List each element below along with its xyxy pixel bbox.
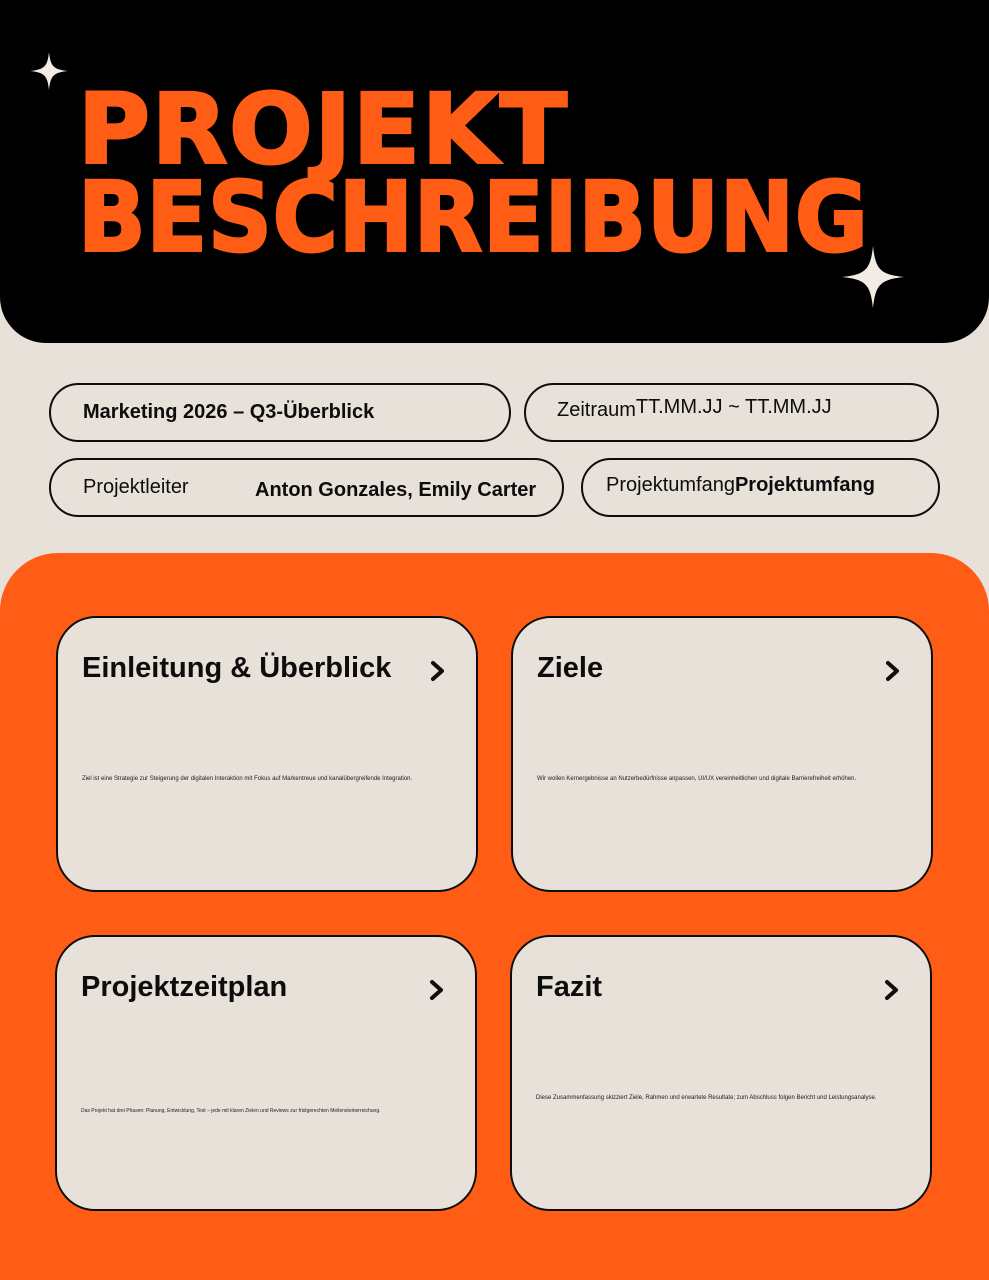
card-text: Wir wollen Kernergebnisse an Nutzerbedürfnisse anpassen, UI/UX vereinheitlichen und digitale Barrierefreiheit erhöhen. (537, 776, 857, 782)
sparkle-icon (842, 246, 904, 308)
header-banner (0, 0, 989, 343)
card-title: Projektzeitplan (81, 971, 288, 1003)
page-title-line-2: BESCHREIBUNG (78, 162, 869, 274)
card-title: Ziele (537, 652, 604, 684)
card-text: Ziel ist eine Strategie zur Steigerung der digitalen Interaktion mit Fokus auf Markentreue und kanalübergreifende Integration. (82, 776, 413, 782)
timeframe-value: TT.MM.JJ ~ TT.MM.JJ (635, 396, 832, 418)
project-name-field (49, 383, 511, 442)
card-introduction[interactable] (56, 616, 478, 892)
sparkle-icon (30, 52, 68, 90)
card-conclusion[interactable] (510, 935, 932, 1211)
card-timeline[interactable] (55, 935, 477, 1211)
card-title: Fazit (536, 971, 603, 1003)
card-text: Das Projekt hat drei Phasen: Planung, Entwicklung, Test – jede mit klaren Zielen und Reviews zur fristgerechten Meilensteinerreichung. (81, 1108, 381, 1114)
timeframe-field (524, 383, 939, 442)
project-scope-value: Projektumfang (734, 474, 875, 496)
chevron-right-icon[interactable] (427, 979, 447, 1001)
project-name-value: Marketing 2026 – Q3-Überblick (83, 401, 375, 423)
chevron-right-icon[interactable] (428, 660, 448, 682)
card-goals[interactable] (511, 616, 933, 892)
project-lead-label: Projektleiter (83, 476, 189, 498)
card-text: Diese Zusammenfassung skizziert Ziele, Rahmen und erwartete Resultate; zum Abschluss folgen Bericht und Leistungsanalyse. (536, 1095, 877, 1101)
chevron-right-icon[interactable] (882, 979, 902, 1001)
card-title: Einleitung & Überblick (82, 652, 392, 684)
chevron-right-icon[interactable] (883, 660, 903, 682)
project-lead-field (49, 458, 564, 517)
project-lead-value: Anton Gonzales, Emily Carter (255, 479, 537, 501)
page-title-line-1: PROJEKT (78, 74, 569, 186)
timeframe-label: Zeitraum (557, 399, 636, 421)
project-scope-label: Projektumfang (606, 474, 735, 496)
project-scope-field (581, 458, 940, 517)
